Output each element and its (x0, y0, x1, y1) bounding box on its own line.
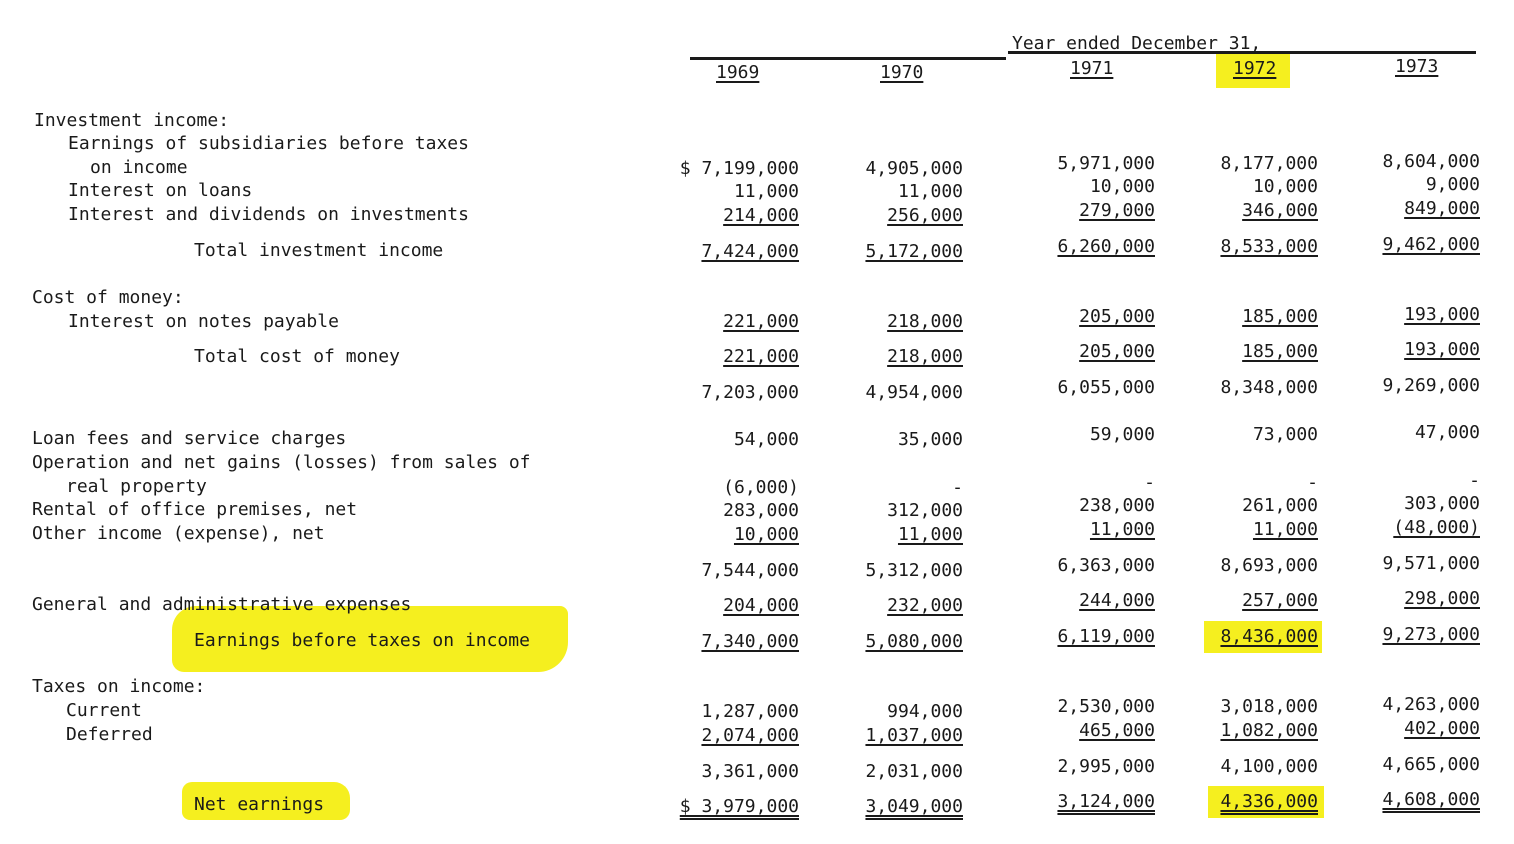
label-other-income: Other income (expense), net (32, 523, 325, 544)
value-1973-earnings-subs: 8,604,000 (1382, 151, 1480, 172)
value-1971-total-taxes: 2,995,000 (1057, 756, 1155, 777)
year-1971: 1971 (1070, 58, 1114, 79)
value-1973-deferred: 402,000 (1404, 718, 1480, 739)
value-1971-interest-loans: 10,000 (1089, 176, 1155, 197)
value-1972-rental: 261,000 (1242, 495, 1318, 516)
value-1973-interest-loans: 9,000 (1425, 174, 1480, 195)
value-1970-rental: 312,000 (887, 500, 963, 521)
value-1969-net-after-cost: 7,203,000 (701, 382, 799, 403)
value-1971-other: 11,000 (1089, 519, 1155, 540)
label-general-admin: General and administrative expenses (32, 594, 412, 615)
value-1972-total-investment: 8,533,000 (1220, 236, 1318, 257)
value-1972-subtotal: 8,693,000 (1220, 555, 1318, 576)
value-1971-general: 244,000 (1079, 590, 1155, 611)
value-1970-subtotal: 5,312,000 (865, 560, 963, 581)
value-1972-total-taxes: 4,100,000 (1220, 756, 1318, 777)
label-earnings-subsidiaries-1: Earnings of subsidiaries before taxes (68, 133, 469, 154)
value-1972-other: 11,000 (1252, 519, 1318, 540)
label-total-investment-income: Total investment income (194, 240, 444, 261)
label-deferred: Deferred (66, 724, 153, 745)
value-1972-net-after-cost: 8,348,000 (1220, 377, 1318, 398)
value-1971-ebt: 6,119,000 (1057, 626, 1155, 647)
value-1971-rental: 238,000 (1079, 495, 1155, 516)
value-1971-earnings-subs: 5,971,000 (1057, 153, 1155, 174)
value-1970-earnings-subs: 4,905,000 (865, 158, 963, 179)
value-1971-interest-notes: 205,000 (1079, 306, 1155, 327)
value-1970-operation: - (952, 477, 963, 498)
label-investment-income: Investment income: (34, 110, 230, 131)
value-1970-interest-loans: 11,000 (897, 181, 963, 202)
value-1972-interest-dividends: 346,000 (1242, 200, 1318, 221)
label-operation-1: Operation and net gains (losses) from sales of (32, 452, 531, 473)
year-1973: 1973 (1395, 56, 1439, 77)
label-interest-notes-payable: Interest on notes payable (68, 311, 339, 332)
value-1969-interest-dividends: 214,000 (723, 205, 799, 226)
value-1971-total-investment: 6,260,000 (1057, 236, 1155, 257)
value-1973-rental: 303,000 (1404, 493, 1480, 514)
value-1970-general: 232,000 (887, 595, 963, 616)
value-1971-net-after-cost: 6,055,000 (1057, 377, 1155, 398)
value-1973-general: 298,000 (1404, 588, 1480, 609)
value-1971-net: 3,124,000 (1057, 791, 1155, 812)
label-rental: Rental of office premises, net (32, 499, 358, 520)
value-1969-total-cost: 221,000 (723, 346, 799, 367)
value-1973-operation: - (1469, 470, 1480, 491)
value-1969-earnings-subs: $ 7,199,000 (679, 158, 799, 179)
value-1973-net: 4,608,000 (1382, 789, 1480, 810)
value-1973-subtotal: 9,571,000 (1382, 553, 1480, 574)
label-total-cost-of-money: Total cost of money (194, 346, 400, 367)
value-1972-current: 3,018,000 (1220, 696, 1318, 717)
value-1969-other: 10,000 (733, 524, 799, 545)
value-1970-other: 11,000 (897, 524, 963, 545)
value-1972-ebt: 8,436,000 (1220, 626, 1318, 647)
value-1973-total-cost: 193,000 (1404, 339, 1480, 360)
value-1972-operation: - (1307, 472, 1318, 493)
value-1973-ebt: 9,273,000 (1382, 624, 1480, 645)
year-1970: 1970 (880, 62, 924, 83)
value-1972-interest-loans: 10,000 (1252, 176, 1318, 197)
value-1969-deferred: 2,074,000 (701, 725, 799, 746)
label-current: Current (66, 700, 142, 721)
year-1969: 1969 (716, 62, 760, 83)
value-1972-loan-fees: 73,000 (1252, 424, 1318, 445)
value-1971-current: 2,530,000 (1057, 696, 1155, 717)
value-1969-ebt: 7,340,000 (701, 631, 799, 652)
value-1973-loan-fees: 47,000 (1414, 422, 1480, 443)
value-1970-total-investment: 5,172,000 (865, 241, 963, 262)
value-1973-other: (48,000) (1393, 517, 1480, 538)
label-earnings-subsidiaries-2: on income (90, 157, 188, 178)
value-1973-total-taxes: 4,665,000 (1382, 754, 1480, 775)
value-1970-ebt: 5,080,000 (865, 631, 963, 652)
value-1972-total-cost: 185,000 (1242, 341, 1318, 362)
header-title: Year ended December 31, (1012, 33, 1262, 54)
value-1973-interest-dividends: 849,000 (1404, 198, 1480, 219)
value-1970-interest-notes: 218,000 (887, 311, 963, 332)
value-1969-subtotal: 7,544,000 (701, 560, 799, 581)
value-1972-earnings-subs: 8,177,000 (1220, 153, 1318, 174)
value-1972-net: 4,336,000 (1220, 791, 1318, 812)
value-1969-interest-loans: 11,000 (733, 181, 799, 202)
value-1973-net-after-cost: 9,269,000 (1382, 375, 1480, 396)
value-1971-deferred: 465,000 (1079, 720, 1155, 741)
value-1970-deferred: 1,037,000 (865, 725, 963, 746)
value-1973-interest-notes: 193,000 (1404, 304, 1480, 325)
value-1972-deferred: 1,082,000 (1220, 720, 1318, 741)
value-1970-interest-dividends: 256,000 (887, 205, 963, 226)
value-1969-general: 204,000 (723, 595, 799, 616)
value-1970-net: 3,049,000 (865, 796, 963, 817)
value-1970-net-after-cost: 4,954,000 (865, 382, 963, 403)
value-1969-total-taxes: 3,361,000 (701, 761, 799, 782)
value-1971-total-cost: 205,000 (1079, 341, 1155, 362)
value-1969-total-investment: 7,424,000 (701, 241, 799, 262)
value-1970-total-taxes: 2,031,000 (865, 761, 963, 782)
value-1969-net: $ 3,979,000 (679, 796, 799, 817)
value-1973-total-investment: 9,462,000 (1382, 234, 1480, 255)
label-net-earnings: Net earnings (194, 794, 325, 815)
value-1969-current: 1,287,000 (701, 701, 799, 722)
value-1969-rental: 283,000 (723, 500, 799, 521)
value-1970-loan-fees: 35,000 (897, 429, 963, 450)
value-1971-interest-dividends: 279,000 (1079, 200, 1155, 221)
header-rule-left (690, 57, 1006, 60)
label-loan-fees: Loan fees and service charges (32, 428, 347, 449)
value-1970-current: 994,000 (887, 701, 963, 722)
value-1969-interest-notes: 221,000 (723, 311, 799, 332)
value-1969-operation: (6,000) (723, 477, 799, 498)
value-1972-general: 257,000 (1242, 590, 1318, 611)
value-1971-subtotal: 6,363,000 (1057, 555, 1155, 576)
label-operation-2: real property (66, 476, 207, 497)
label-cost-of-money: Cost of money: (32, 287, 184, 308)
label-interest-on-loans: Interest on loans (68, 180, 253, 201)
value-1969-loan-fees: 54,000 (733, 429, 799, 450)
value-1971-loan-fees: 59,000 (1089, 424, 1155, 445)
value-1973-current: 4,263,000 (1382, 694, 1480, 715)
label-taxes-on-income: Taxes on income: (32, 676, 206, 697)
year-1972: 1972 (1233, 58, 1277, 79)
label-earnings-before-taxes: Earnings before taxes on income (194, 630, 530, 651)
value-1971-operation: - (1144, 472, 1155, 493)
label-interest-dividends: Interest and dividends on investments (68, 204, 469, 225)
value-1970-total-cost: 218,000 (887, 346, 963, 367)
value-1972-interest-notes: 185,000 (1242, 306, 1318, 327)
